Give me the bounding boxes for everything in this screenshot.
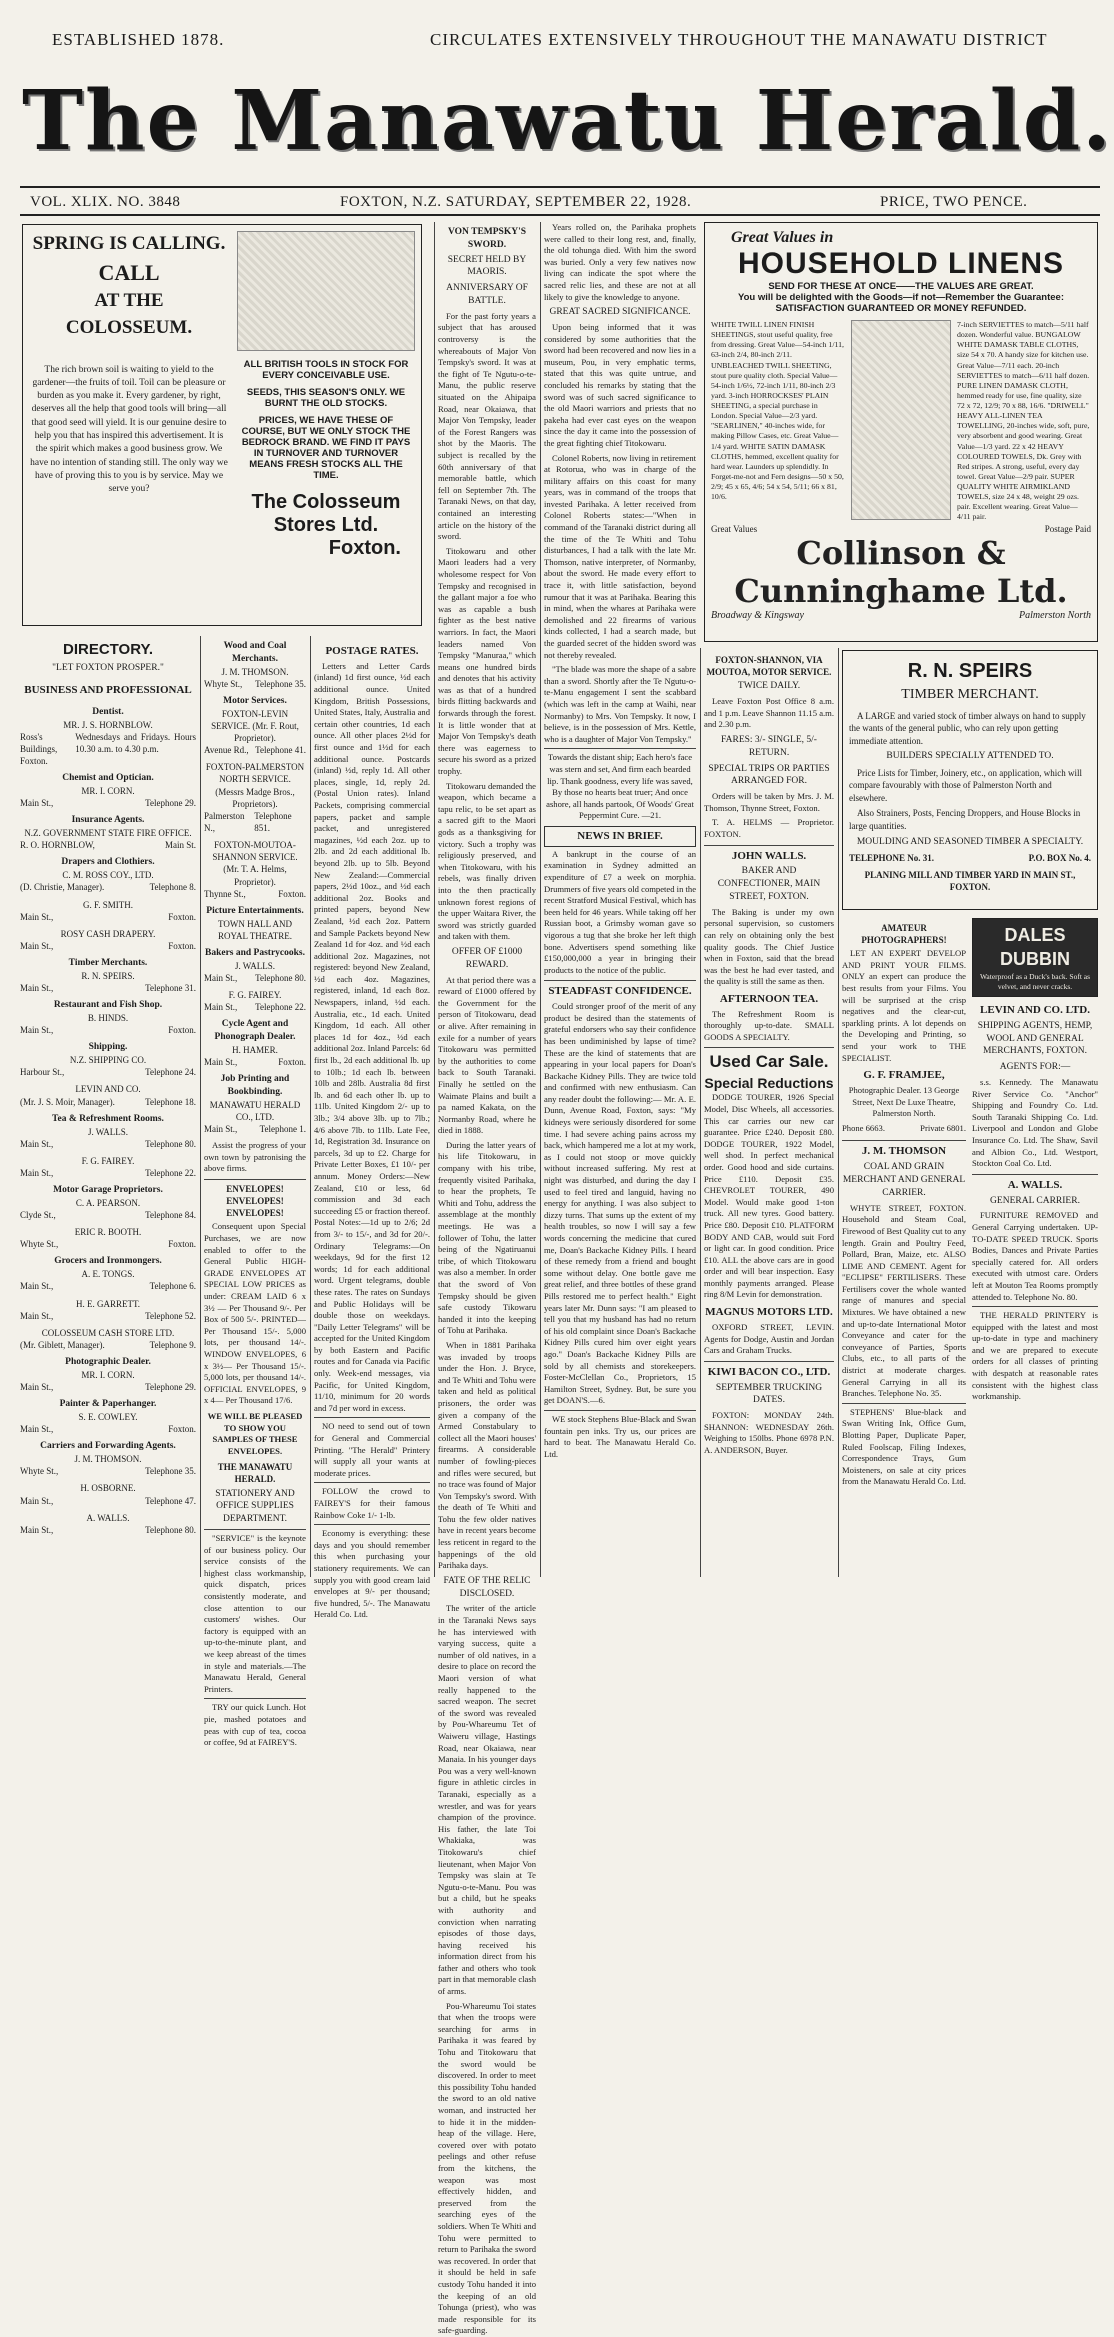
afternoon-tea-body: The Refreshment Room is thoroughly up-to-date. SMALL GOODS A SPECIALTY. — [704, 1008, 834, 1042]
directory-telephone: Telephone 80. — [255, 972, 306, 983]
garden-tools-illustration — [237, 231, 415, 351]
linens-tag: Great Values in — [731, 229, 834, 246]
speirs-builders: BUILDERS SPECIALLY ATTENDED TO. — [886, 751, 1054, 762]
directory-telephone: Telephone 24. — [145, 1067, 196, 1078]
directory-name: FOXTON-MOUTOA-SHANNON SERVICE. (Mr. T. A. Helms, Proprietor). — [212, 840, 298, 887]
directory-entry — [20, 1255, 196, 1292]
directory-list-2 — [204, 640, 306, 1135]
dales-sub: Waterproof as a Duck's back. Soft as velvet, and never cracks. — [979, 971, 1091, 991]
dales-title: DALES DUBBIN — [1000, 925, 1070, 970]
directory-entry — [20, 1298, 196, 1322]
colosseum-tools: ALL BRITISH TOOLS IN STOCK FOR EVERY CONCEIVABLE USE. — [243, 359, 409, 381]
directory-entry — [204, 1073, 306, 1135]
directory-entry — [20, 1512, 196, 1536]
story-paragraph-4: At that period there was a reward of £1000 offered by the Government for the person of Titokowaru, dead or alive. After remaining in exile for a number of years Titokowaru was permitted by the authorities to come back to South Taranaki. Finally he settled on the Waimate Plains and built a pa named Kakata, on the Normanby Road, where he died in 1888. — [438, 974, 536, 1136]
directory-telephone: Telephone 6. — [149, 1281, 196, 1292]
directory-address: Main St., — [20, 940, 54, 951]
directory-telephone: Telephone 80. — [145, 1524, 196, 1535]
herald-name: THE MANAWATU HERALD. — [217, 1462, 293, 1485]
directory-name: ERIC R. BOOTH. — [74, 1227, 142, 1238]
directory-name: MANAWATU HERALD CO., LTD. — [209, 1099, 301, 1122]
speirs-ad — [842, 650, 1098, 910]
directory-address: Main St., — [204, 1002, 238, 1013]
directory-entry — [20, 1184, 196, 1221]
firm-name: Collinson & Cunninghame Ltd. — [734, 534, 1068, 610]
directory-address: Main St., — [204, 1057, 238, 1068]
directory-telephone: Telephone 84. — [145, 1210, 196, 1221]
directory-address: (Mr. Giblett, Manager). — [20, 1339, 105, 1350]
colosseum-prices: PRICES, WE HAVE THESE OF COURSE, BUT WE ONLY STOCK THE BEDROCK BRAND. WE FIND IT PAYS IN TURNOVER AND TURNOVER MEANS FRESH STOCKS ALL THE TIME. — [241, 415, 411, 481]
directory-address: Main St., — [20, 911, 54, 922]
framjee-private: Private 6801. — [920, 1122, 966, 1133]
masthead-title: The Manawatu Herald. — [22, 73, 1113, 169]
price-label: PRICE, TWO PENCE. — [880, 194, 1028, 210]
directory-entry — [20, 1083, 196, 1107]
directory-telephone: Telephone 47. — [145, 1495, 196, 1506]
directory-address: Main St., — [20, 1167, 54, 1178]
amateur-title: AMATEUR PHOTOGRAPHERS! — [861, 923, 947, 946]
directory-telephone: Foxton. — [168, 1424, 196, 1435]
directory-entry — [204, 989, 306, 1013]
walls-carrier-body: FURNITURE REMOVED and General Carrying undertaken. UP-TO-DATE SPEED TRUCK. Sports Bodies, Dances and Private Parties specially catered for. All orders executed with utmost care. Orders left at Mouton Tea Rooms promptly attended to. Telephone No. 80. — [972, 1210, 1098, 1302]
directory-address: Whyte St., — [20, 1239, 59, 1250]
directory-address: (D. Christie, Manager). — [20, 882, 105, 893]
column-rule-3 — [434, 222, 435, 1577]
printing-notice: NO need to send out of town for General and Commercial Printing. "The Herald" Printery will supply all your wants at moderate prices. — [314, 1417, 430, 1479]
directory-category: Timber Merchants. — [68, 958, 148, 969]
directory-category: Photographic Dealer. — [65, 1357, 151, 1368]
column-rule-2 — [310, 636, 311, 1577]
directory-entry — [20, 1482, 196, 1506]
thomson-body: WHYTE STREET, FOXTON. Household and Steam Coal, Firewood of Best Quality cut to any length. Grain and Poultry Feed, Pollard, Bran, Maize, etc. ALSO LIME AND CEMENT. Agent for "ECLIPSE" FERTILISERS. These Fertilisers cover the whole wanted range of manures and special Mixtures. We have obtained a new and up-to-date International Motor Conveyance and cater for the conveyance of Parties, Sports Clubs, etc., to all parts of the district at moderate charges. General Carrying in all its Branches. Telephone No. 35. — [842, 1202, 966, 1399]
directory-telephone: Telephone 31. — [145, 983, 196, 994]
directory-address: Ross's Buildings, Foxton. — [20, 731, 58, 767]
directory-entry — [20, 814, 196, 851]
directory-name: J. M. THOMSON. — [74, 1454, 142, 1465]
directory-column-2 — [204, 640, 306, 1748]
directory-name: J. WALLS. — [87, 1126, 129, 1137]
story-cont-paragraph-2: Upon being informed that it was considered by some authorities that the sword had been recovered and now lies in a museum, Pou, in very emphatic terms, stated that this was quite untrue, and concluded his remarks by stating that the sword was of such sacred significance to the old Maori warriors and priests that no pakeha had ever cast eyes on the weapon since the day it came into the possession of the great fighting chief Titokowaru. — [544, 321, 696, 448]
motor-proprietor: T. A. HELMS — Proprietor. FOXTON. — [704, 817, 834, 839]
directory-entry — [20, 1113, 196, 1150]
directory-name: H. OSBORNE. — [80, 1483, 136, 1494]
story-paragraph-8: Pou-Whareumu Toi states that when the troops were searching for arms in Parihaka it was feared by Tohu and Titokowaru that the sword would be discovered. In order to meet this possibility Tohu handed the sword to an old native woman, and instructed her to hide it in the midden-heap of the village. Here, covered over with potato peelings and other refuse from the kitchens, the weapon was most effectively hidden, and preserved from the searching eyes of the soldiers. When Te Whiti and Tohu were permitted to return to Parihaka the sword was recovered. In order that it should be held in safe custody Tohu handed it into the keeping of an old Tohunga (priest), who was made responsible for its safe-guarding. — [438, 2000, 536, 2336]
column-seven-left — [842, 918, 966, 1578]
directory-name: G. F. SMITH. — [82, 899, 134, 910]
directory-telephone: Telephone 9. — [149, 1339, 196, 1350]
column-rule-5 — [700, 648, 701, 1577]
afternoon-tea: AFTERNOON TEA. — [719, 992, 819, 1005]
story-paragraph-2: Titokowaru and other Maori leaders had a very wholesome respect for Von Tempsky and recognised in the gallant major a foe who was as capable a bush fighter as the best native warriors. In fact, the Maori leaders named Von Tempsky "Manuraa," which means one hundred birds and denotes that his activity was as that of a hundred birds flitting backwards and forwards through the forest. It is little wonder that at Major Von Tempsky's death there was eagerness to secure his sword as a prized trophy. — [438, 545, 536, 777]
levin-agents-list: s.s. Kennedy. The Manawatu River Service Co. "Anchor" Shipping and Foundry Co. Ltd. South Taranaki Shipping Co. Ltd. Liverpool and London and Globe Insurance Co. Ltd. The Shaw, Savil and Albion Co., Ltd. Westport, Stockton Coal Co. Ltd. — [972, 1076, 1098, 1169]
directory-category: Carriers and Forwarding Agents. — [40, 1441, 176, 1452]
colosseum-store-2: Stores Ltd. — [273, 514, 379, 536]
linens-right-list: 7-inch SERVIETTES to match—5/11 half dozen. Wonderful value. BUNGALOW WHITE DAMASK TABLE CLOTHS, size 54 x 70. A handy size for kitchen use. Great Value—7/11 each. 20-inch SERVIETTES to match—6/11 half dozen. PURE LINEN DAMASK CLOTH, hemmed ready for use, fine quality, size 72 x 72, 12/9; 70 x 88, 16/6. "DRIWELL" HEAVY ALL-LINEN TEA TOWELLING, 20-inches wide, soft, pure, very absorbent and good wearing. Great Value—1/3 yard. 22 x 42 HEAVY COLOURED TOWELS, Dk. Grey with Red stripes. A strong, useful, every day towel. Great Value—2/9 pair. SUPER QUALITY WHITE AIRMIKLAND TOWELS, size 24 x 48, weight 29 ozs. pair. Excellent wearing. Great Value—4/11 pair. — [957, 320, 1090, 522]
linens-left-list: WHITE TWILL LINEN FINISH SHEETINGS, stout useful quality, free from dressing. Great Value—54-inch 1/11, 63-inch 2/4, 80-inch 2/11. UNBLEACHED TWILL SHEETING, stout pure quality cloth. Special Value—54-inch 1/6½, 72-inch 1/11, 80-inch 2/3 yard. 3-inch HORROCKSES' PLAIN SHEETING, a special purchase in London. Special Value—2/3 yard. "SEARLINEN," 40-inches wide, for making Pillow Cases, etc. Great Value—1/4 yard. WHITE SATIN DAMASK CLOTHS, hemmed, excellent quality for hard wear. Launders up splendidly. In Forget-me-not and Fern designs—50 x 50, 2/9; 45 x 65, 4/6; 54 x 54, 5/11; 66 x 81, 10/6. — [711, 320, 844, 502]
directory-address: Harbour St., — [20, 1067, 65, 1078]
directory-telephone: Foxton. — [278, 1057, 306, 1068]
dales-dubbin-ad — [972, 918, 1098, 997]
directory-telephone: Telephone 35. — [145, 1466, 196, 1477]
directory-name: A. E. TONGS. — [81, 1269, 135, 1280]
directory-telephone: Telephone 80. — [145, 1138, 196, 1149]
story-title: VON TEMPSKY'S SWORD. — [447, 227, 527, 250]
directory-name: H. E. GARRETT. — [75, 1298, 141, 1309]
directory-telephone: Telephone 22. — [255, 1002, 306, 1013]
directory-slogan: "LET FOXTON PROSPER." — [52, 663, 164, 674]
story-cont-paragraph-1: Years rolled on, the Parihaka prophets were called to their long rest, and, finally, the old tohunga died. With him the sword was buried. Only a very few natives now living can indicate the spot where the sacred relic lies, and these are not at all likely to give the knowledge to anyone. — [544, 222, 696, 302]
dateline: FOXTON, N.Z. SATURDAY, SEPTEMBER 22, 1928. — [340, 194, 692, 210]
directory-category: Cycle Agent and Phonograph Dealer. — [214, 1019, 296, 1043]
directory-address: Main St., — [20, 1281, 54, 1292]
directory-name: C. A. PEARSON. — [75, 1197, 141, 1208]
directory-name: C. M. ROSS COY., LTD. — [62, 870, 154, 881]
directory-telephone: Telephone 18. — [145, 1096, 196, 1107]
directory-entry — [204, 839, 306, 900]
economy-notice: Economy is everything: these days and you should remember this when purchasing your stationery requirements. We can supply you with good cream laid envelopes at 9/- per thousand; five hundred, 5/-. The Manawatu Herald Co. Ltd. — [314, 1524, 430, 1621]
directory-entry — [20, 1155, 196, 1179]
confidence-body: Could stronger proof of the merit of any product be desired than the statements of grateful endorsers who say their confidence has been undiminished by lapse of time? These are the kind of statements that are appearing in your local papers for Doan's Backache Kidney Pills. They are twice told and confirmed with new enthusiasm. Can any reader doubt the following:— Mr. A. E. Dunn, Avenue Road, Foxton, says: "My kidneys were seriously disordered for some time. I had severe aching pains across my back, which hampered me a lot at my work, as I could not stoop or move quickly without increased suffering. My rest at night was disturbed, and during the day I used to feel tired and languid, having no energy for anything. I was also subject to dizzy turns. That sums up the extent of my health troubles, so now I will say a few words concerning the medicine that cured me, Doan's Backache Kidney Pills. I heard of these remedy from a friend and bought some without delay. One bottle gave me great relief, and three bottles of these grand Pills restored me to perfect health." Eight years later Mr. Dunn says: "I am pleased to tell you that my husband has had no return of his old complaint since Doan's Backache Kidney Pills cured him over eight years ago." Doan's Backache Kidney Pills are sold by all chemists and storekeepers. Foster-McClellan Co., Proprietors, 15 Hamilton Street, Sydney. But, be sure you get DOAN'S.—6. — [544, 1001, 696, 1406]
directory-category: Dentist. — [92, 706, 124, 717]
directory-name: H. HAMER. — [232, 1044, 278, 1055]
directory-address: Avenue Rd., — [204, 745, 249, 756]
directory-address: Main St., — [20, 983, 54, 994]
header-rule-top — [20, 186, 1100, 188]
levin-agents: AGENTS FOR:— — [999, 1062, 1071, 1073]
speirs-moulding: MOULDING AND SEASONED TIMBER A SPECIALTY. — [856, 836, 1084, 847]
directory-address: Clyde St., — [20, 1210, 56, 1221]
directory-entry — [20, 856, 196, 893]
directory-category: Motor Services. — [223, 695, 287, 706]
directory-name: F. G. FAIREY. — [228, 990, 282, 1001]
directory-address: R. O. HORNBLOW, — [20, 840, 95, 851]
stationery-department: STATIONERY AND OFFICE SUPPLIES DEPARTMENT. — [215, 1488, 295, 1525]
speirs-body: A LARGE and varied stock of timber always on hand to supply the wants of the general public, who can rely upon getting immediate attention. — [849, 710, 1086, 746]
directory-name: LEVIN AND CO. — [75, 1084, 141, 1095]
levin-sub: SHIPPING AGENTS, HEMP, WOOL AND GENERAL MERCHANTS, FOXTON. — [977, 1020, 1093, 1057]
used-car-sub: Special Reductions — [704, 1074, 834, 1091]
motor-service-title: FOXTON-SHANNON, VIA MOUTOA, MOTOR SERVICE. — [706, 655, 832, 678]
directory-entry — [20, 1398, 196, 1435]
directory-entry — [20, 999, 196, 1036]
directory-address: Main St., — [20, 1495, 54, 1506]
directory-category: Wood and Coal Merchants. — [223, 641, 287, 664]
directory-address: Main St., — [20, 1310, 54, 1321]
directory-title: DIRECTORY. — [62, 641, 153, 658]
directory-entry — [204, 695, 306, 756]
framjee-name: G. F. FRAMJEE, — [863, 1069, 945, 1082]
directory-category: Picture Entertainments. — [206, 905, 304, 916]
directory-category: Shipping. — [88, 1042, 128, 1053]
directory-entry — [20, 1041, 196, 1078]
directory-column — [20, 640, 196, 1580]
directory-telephone: Foxton. — [168, 940, 196, 951]
firm-address-1: Broadway & Kingsway — [711, 610, 804, 621]
story-paragraph-5: During the latter years of his life Titokowaru, in company with his tribe, frequently visited Parihaka, to hear the prophets, Te Whiti and Tohu, address the assemblage at the monthly meetings. He was a follower of Tohu, the latter being of the Ngatiruanui tribe, of which Titokowaru was also a member. In order that the sword of Von Tempsky should be given safe custody Tikowaru handed it into the keeping of Tohu at Parihaka. — [438, 1139, 536, 1336]
directory-entry — [20, 1440, 196, 1477]
directory-address: Palmerston N., — [204, 810, 245, 833]
used-car-title: Used Car Sale. — [704, 1047, 834, 1074]
directory-entry — [204, 1018, 306, 1068]
story-paragraph-1: For the past forty years a subject that has aroused controversy is the whereabouts of Major Von Tempsky's sword. It was at the fight of Te Ngutu-o-te-Manu, the public reserve situated on the Ahipaipa Road, near Okaiawa, that Major Von Tempsky, leader of the Forest Rangers was shot by the Maoris. The subject is recalled by the 60th anniversary of that memorable battle, which fell on September 7th. The Taranaki News, on that day, contained an interesting article on the history of the sword. — [438, 310, 536, 542]
directory-address: Main St., — [20, 1025, 54, 1036]
colosseum-headline-3: AT THE COLOSSEUM. — [65, 290, 193, 338]
colosseum-headline-2: CALL — [98, 259, 160, 285]
motor-special: SPECIAL TRIPS OR PARTIES ARRANGED FOR. — [708, 763, 830, 787]
directory-entry — [20, 957, 196, 994]
directory-name: MR. J. S. HORNBLOW. — [63, 719, 153, 730]
directory-address: Main St., — [20, 1524, 54, 1535]
directory-entry — [20, 1356, 196, 1393]
linens-line-3: SATISFACTION GUARANTEED OR MONEY REFUNDED. — [775, 303, 1027, 314]
motor-timetable: Leave Foxton Post Office 8 a.m. and 1 p.m. Leave Shannon 11.15 a.m. and 2.30 p.m. — [704, 696, 834, 730]
directory-address: Whyte St., — [204, 678, 243, 689]
framjee-phone: Phone 6663. — [842, 1122, 885, 1133]
envelopes-body: Consequent upon Special Purchases, we are now enabled to offer to the General Public HIGH-GRADE ENVELOPES AT SPECIAL LOW PRICES as under: CREAM LAID 6 x 3½ — Per Thousand 9/-. Per Box of 500 5/-. PRINTED— Per Thousand 15/-. 5,000 lots, per thousand 14/-. WINDOW ENVELOPES, 6 x 3½— Per Thousand 15/-. 5,000 lots, per thousand 14/-. OFFICIAL ENVELOPES, 9 x 4— Per Thousand 17/6. — [204, 1221, 306, 1406]
stephens-notice: STEPHENS' Blue-black and Swan Writing Ink, Office Gum, Blotting Paper, Duplicate Paper, Ruled Foolscap, Filing Indexes, Correspondence Trays, Gum Moisteners, on sale at city prices from the Manawatu Herald Co. Ltd. — [842, 1403, 966, 1488]
directory-section: BUSINESS AND PROFESSIONAL — [24, 684, 192, 697]
directory-list — [20, 706, 196, 1536]
story-subhead-3: OFFER OF £1000 REWARD. — [451, 946, 523, 970]
speirs-telephone: TELEPHONE No. 31. — [849, 852, 935, 863]
directory-entry — [204, 640, 306, 690]
assist-notice: Assist the progress of your own town by patronising the above firms. — [204, 1140, 306, 1174]
directory-name: N.Z. GOVERNMENT STATE FIRE OFFICE. — [24, 828, 192, 839]
column-rule-1 — [200, 636, 201, 1577]
postage-paid-label: Postage Paid — [1044, 524, 1091, 534]
directory-name: J. WALLS. — [234, 960, 276, 971]
header-rule-bottom — [20, 214, 1100, 216]
directory-address: Main St., — [20, 1138, 54, 1149]
directory-category: Bakers and Pastrycooks. — [204, 947, 306, 958]
directory-name: B. HINDS. — [87, 1013, 129, 1024]
levin-title: LEVIN AND CO. LTD. — [980, 1003, 1090, 1016]
directory-name: J. M. THOMSON. — [221, 666, 289, 677]
directory-address: Main St., — [20, 1382, 54, 1393]
postage-column — [314, 640, 430, 1620]
directory-category: Painter & Paperhanger. — [59, 1399, 157, 1410]
story-paragraph-7: The writer of the article in the Taranaki News says he has interviewed with varying success, quite a number of old natives, in a desire to place on record the Maori version of what really happened to the sacred weapon. The secret of the sword was revealed by Pou-Whareumu Tet of Waiweru village, Hastings Road, near Okaiawa, near Manaia. In his younger days Pou was a very well-known figure in athletic circles in Taranaki, especially as a wrestler, and was for years champion of the province. His father, the late Toi Whakiaka, was Titokowaru's chief lieutenant, when Major Von Tempsky was slain at Te Ngutu-o-te-Manu. Pou was but a child, but he speaks with authority and conviction when narrating episodes of those days, having received his information direct from his father and others who took part in that memorable clash of arms. — [438, 1603, 536, 1997]
peppermint-poem: Towards the distant ship; Each hero's face was stern and set, And firm each bearded lip. Thank goodness, every life was saved, By those no hearts beat truer; And once ashore, all hands partook, Of Woods' Great Peppermint Cure. —21. — [544, 748, 696, 822]
directory-entry — [204, 761, 306, 834]
directory-entry — [20, 1226, 196, 1250]
stock-inks-notice: WE stock Stephens Blue-Black and Swan fountain pen inks. Try us, our prices are hard to beat. The Manawatu Herald Co. Ltd. — [544, 1410, 696, 1460]
kiwi-bacon: KIWI BACON CO., LTD. — [704, 1361, 834, 1380]
news-in-brief-title: NEWS IN BRIEF. — [544, 826, 696, 847]
thomson-title: J. M. THOMSON — [842, 1140, 966, 1159]
speirs-mill: PLANING MILL AND TIMBER YARD IN MAIN ST., FOXTON. — [864, 869, 1076, 893]
household-linens-ad — [704, 222, 1098, 642]
story-cont-paragraph-4: "The blade was more the shape of a sabre than a sword. Shortly after the Te Ngutu-o-te-Manu engagement I sent the scabbard (which was left in the camp at Waihi, near Normanby) to Mrs. Von Tempsky. It now, I believe, is in the possession of Mrs. Kettle, who is a daughter of Major Von Tempsky." — [544, 664, 696, 744]
walls-carrier-title: A. WALLS. — [972, 1174, 1098, 1193]
printery-notice: THE HERALD PRINTERY is equipped with the latest and most up-to-date in type and machinery and we are prepared to execute orders for all classes of printing with despatch at reasonable rates consistent with the highest class workmanship. — [972, 1306, 1098, 1403]
directory-telephone: Telephone 41. — [255, 745, 306, 756]
directory-telephone: Telephone 52. — [145, 1310, 196, 1321]
column-rule-4 — [540, 222, 541, 1577]
story-cont-paragraph-3: Colonel Roberts, now living in retirement at Rotorua, who was in charge of the military affairs on this coast for many years, was in command of the troops that invested Parihaka. A letter received from Colonel Roberts states:—"When in command of the Taranaki district during all the time of the Te Whiti and Tohu disturbances, I had a talk with the late Mr. Thomson, native interpreter, of Normanby, about the sword. He made every effort to trace it, with little satisfaction, beyond rumour that it was at Parihaka. Bearing this in mind, when the whares at Parihaka were demolished and 22 firearms of various kinds collected, I had a search made, but the guarded secret of the hidden sword was not thereby revealed. — [544, 452, 696, 660]
directory-name: COLOSSEUM CASH STORE LTD. — [41, 1327, 175, 1338]
directory-telephone: Foxton. — [278, 888, 306, 899]
news-in-brief-body: A bankrupt in the course of an examination in Sydney admitted an expenditure of £7 a week on morphia. Drummers of five years old competed in the recent Stratford Musical Festival, which has been held for 46 years. While taking off her Russian boot, a Grimsby woman gave so vigorous a tug that she broke her left thigh bone. Advertisers spend something like £150,000,000 a year in bringing their products to the notice of the public. — [544, 848, 697, 975]
directory-category: Restaurant and Fish Shop. — [53, 1000, 163, 1011]
firm-address-2: Palmerston North — [1019, 610, 1091, 621]
directory-name: F. G. FAIREY. — [81, 1155, 135, 1166]
directory-address: Main St., — [204, 1124, 238, 1135]
column-six — [704, 650, 834, 1578]
postage-title: POSTAGE RATES. — [325, 645, 419, 657]
speirs-sub: TIMBER MERCHANT. — [901, 687, 1039, 702]
directory-entry — [20, 899, 196, 923]
story-paragraph-6: When in 1881 Parihaka was invaded by troops under the Hon. J. Bryce, and Te Whiti and Tohu were taken and held as political prisoners, the order was given a company of the Armed Constabulary to collect all the Maori houses' firearms. A considerable number of fowling-pieces and rifles were secured, but no trace was found of Major Von Tempsky's sword. With the death of Te Whiti and Tohu the few older natives have in recent years become less reticent in regard to the happenings of the old Parihaka days. — [438, 1339, 536, 1571]
directory-telephone: Telephone 851. — [254, 810, 292, 833]
linens-line-1: SEND FOR THESE AT ONCE——THE VALUES ARE GREAT. — [768, 281, 1034, 292]
directory-entry — [204, 905, 306, 942]
john-walls-body: The Baking is under my own personal supervision, so customers can rely on obtaining only the best quality goods. The Chief Justice when in Foxton, said that the bread was the best he had ever tasted, and the quality is still the same as then. — [704, 906, 834, 987]
column-seven-right — [972, 918, 1098, 1578]
directory-name: S. E. COWLEY. — [78, 1412, 138, 1422]
envelope-samples: WE WILL BE PLEASED TO SHOW YOU SAMPLES OF THESE ENVELOPES. — [207, 1410, 303, 1456]
story-subhead-1: SECRET HELD BY MAORIS. — [447, 254, 527, 278]
thomson-sub: COAL AND GRAIN MERCHANT AND GENERAL CARRIER. — [842, 1162, 966, 1198]
story-subhead-4: FATE OF THE RELIC DISCLOSED. — [443, 1575, 531, 1599]
story-paragraph-3: Titokowaru demanded the weapon, which became a tapu relic, to be set apart as a sacred gift to the Maori gods as a thanksgiving for victory. Such a trophy was religiously preserved, and when Titokowaru, with his rebels, was finally driven into the then practically unknown forest regions of the upper Waitara River, the sword was strictly guarded and taken with them. — [438, 780, 536, 942]
story-subhead-2: ANNIVERSARY OF BATTLE. — [446, 283, 528, 307]
directory-telephone: Main St. — [164, 840, 196, 851]
directory-telephone: Foxton. — [168, 911, 196, 922]
directory-telephone: Telephone 22. — [145, 1167, 196, 1178]
directory-telephone: Telephone 29. — [145, 798, 196, 809]
colosseum-headline-1: SPRING IS CALLING. — [32, 233, 226, 254]
directory-category: Grocers and Ironmongers. — [54, 1256, 162, 1267]
motor-fares: FARES: 3/- SINGLE, 5/- RETURN. — [721, 734, 817, 758]
speirs-price-lists: Price Lists for Timber, Joinery, etc., on application, which will compare favourably with those of Palmerston North and elsewhere. — [849, 767, 1083, 803]
directory-telephone: Telephone 29. — [145, 1382, 196, 1393]
linens-title: HOUSEHOLD LINENS — [737, 247, 1065, 280]
great-values-label: Great Values — [711, 524, 758, 534]
volume-label: VOL. XLIX. NO. 3848 — [30, 194, 181, 210]
directory-name: MR. I. CORN. — [81, 786, 135, 797]
directory-telephone: Foxton. — [168, 1025, 196, 1036]
motor-orders: Orders will be taken by Mrs. J. M. Thomson, Thynne Street, Foxton. — [704, 791, 834, 813]
colosseum-ad — [22, 224, 422, 626]
directory-category: Motor Garage Proprietors. — [53, 1185, 163, 1196]
directory-telephone: Foxton. — [168, 1239, 196, 1250]
directory-entry — [20, 928, 196, 952]
directory-telephone: Wednesdays and Fridays. Hours 10.30 a.m. to 4.30 p.m. — [75, 731, 196, 754]
framjee-sub: Photographic Dealer. 13 George Street, Next De Luxe Theatre, Palmerston North. — [848, 1085, 960, 1119]
directory-entry — [20, 1327, 196, 1351]
directory-name: FOXTON-LEVIN SERVICE. (Mr. F. Rout, Proprietor). — [211, 708, 299, 743]
envelopes-heading: ENVELOPES! ENVELOPES! ENVELOPES! — [204, 1179, 306, 1219]
colosseum-store-3: Foxton. — [328, 537, 401, 559]
colosseum-seeds: SEEDS, THIS SEASON'S ONLY. WE BURNT THE OLD STOCKS. — [246, 387, 406, 409]
kiwi-sub: SEPTEMBER TRUCKING DATES. — [715, 1382, 823, 1406]
directory-entry — [20, 772, 196, 809]
circulation-label: CIRCULATES EXTENSIVELY THROUGHOUT THE MANAWATU DISTRICT — [430, 30, 1048, 49]
directory-category: Tea & Refreshment Rooms. — [52, 1113, 164, 1124]
established-label: ESTABLISHED 1878. — [52, 30, 225, 49]
column-rule-6 — [838, 648, 839, 1577]
postage-body: Letters and Letter Cards (inland) 1d first ounce, ½d each additional ounce. United Kingdom, British Possessions, United States, Italy, Australia and certain other countries, 1d each ounce. All other places 2½d for first ounce and 1½d for each additional ounce. Postcards (inland) ½d, reply 1d. All other places, single, 1d, reply 2d. (Postal Union rates). Inland Packets, comprising commercial papers, packet and sample packet, and unregistered magazines, ½d each 2oz. up to 2lb. and 2d each additional lb. beyond 2lb. up to 5lb. Beyond New Zealand:—Commercial papers, 2½d 10oz., and ½d each additional 2oz. Books and printed papers, beyond New Zealand, ½d each 2oz. Pattern and Sample Packets beyond New Zealand 1d for 4oz. and ½d each additional 2oz. Magazines, not registered: beyond New Zealand, ½d each 4oz. Magazines, registered, inland, 1d each 8oz. Newspapers, inland, ½d each. Australia, etc., 1d each. United Kingdom, 1d each. All other places 1d for 4oz., ½d each additional 2oz. Inland Parcels: 6d first lb., 2d each additional lb. up to 10lb.; 1d each lb. between 10lb and 28lb. Australia 8d first lb. and 6d each other lb. up to 11lb. United Kingdom 2/- up to 3lb.; 3/4 above 3lb. up to 7lb.; 4/6 above 7lb. to 11lb. Late Fee, 1d, Registration 3d. Insurance on parcels, 3d up to £2. Charge for Private Letter Boxes, £1 10/- per annum. Money Orders:—New Zealand, £10 or less, 6d commission and 3d each succeeding £5 or fraction thereof. Postal Notes:—1d up to 2/6; 2d from 3/- to 15/-, and 3d for 20/-. Ordinary Telegrams:—On weekdays, 9d for the first 12 words; 1d for each additional word. Urgent telegrams, double these rates. The rates on Sundays and Public Holidays will be double those on weekdays. "Daily Letter Telegrams" will be accepted for the United Kingdom by both Eastern and Pacific routes and for Canada via Pacific only. Week-end messages, via Pacific, for United Kingdom, 11/10, minimum for 20 words and 7d per word in excess. — [314, 660, 430, 1413]
directory-category: Job Printing and Bookbinding. — [220, 1074, 290, 1098]
directory-category: Chemist and Optician. — [62, 773, 154, 784]
directory-telephone: Telephone 35. — [255, 678, 306, 689]
directory-name: A. WALLS. — [86, 1512, 130, 1523]
coke-notice: FOLLOW the crowd to FAIREY'S for their famous Rainbow Coke 1/- 1-lb. — [314, 1482, 430, 1521]
used-car-body: DODGE TOURER, 1926 Special Model, Disc Wheels, all accessories. This car carries our new car guarantee. Price £240. Deposit £80. DODGE TOURER, 1922 Model, well shod. In perfect mechanical order. Good hood and side curtains. Price £110. Deposit £35. CHEVROLET TOURER, 490 Model. Would make good 1-ton truck. All new tyres. Good battery. Price £80. Deposit £10. PLATFORM BODY AND CAB, would suit Ford or light car. In good condition. Price £10. ALL the above cars are in good order and will bear inspection. Easy monthly payments arranged. Please ring 8/M Levin for demonstration. — [704, 1092, 834, 1300]
colosseum-store-1: The Colosseum — [251, 491, 401, 513]
directory-address: Whyte St., — [20, 1466, 59, 1477]
directory-address: (Mr. J. S. Moir, Manager). — [20, 1096, 115, 1107]
directory-entry — [20, 706, 196, 767]
lunch-notice: TRY our quick Lunch. Hot pie, mashed potatoes and peas with cup of tea, cocoa or coffee, 9d at FAIREY'S. — [204, 1698, 306, 1748]
directory-entry — [204, 947, 306, 984]
john-walls-title: JOHN WALLS. — [704, 845, 834, 864]
directory-name: R. N. SPEIRS. — [81, 970, 135, 981]
speirs-title: R. N. SPEIRS — [907, 660, 1033, 682]
directory-address: Main St., — [204, 972, 238, 983]
directory-address: Thynne St., — [204, 888, 246, 899]
amateur-body: LET AN EXPERT DEVELOP AND PRINT YOUR FILMS. ONLY an expert can produce the best results from your Films. You will be surprised at the crisp negatives and the clear-cut, sparkling prints. A lot depends on the Developing and Printing, so send your work to THE SPECIALIST. — [842, 948, 966, 1063]
directory-telephone: Telephone 8. — [149, 882, 196, 893]
speirs-strainers: Also Strainers, Posts, Fencing Droppers, and House Blocks in large quantities. — [849, 808, 1081, 832]
directory-category: Drapers and Clothiers. — [61, 857, 155, 868]
linens-line-2: You will be delighted with the Goods—if not—Remember the Guarantee: — [737, 292, 1064, 303]
speirs-box: P.O. BOX No. 4. — [1028, 852, 1091, 863]
colosseum-body: The rich brown soil is waiting to yield to the gardener—the fruits of toil. Toil can be pleasure or burden as you make it. Every gardener, by right, deserves all the help that good tools will bring—all that good seed will yield. It is our genuine desire to help you that has inspired this advertisement. It is the spirit which makes a good business grow. We have no intention of standing still. The only way we have of proving this to you is by service. May we serve you? — [30, 364, 228, 495]
kiwi-body: FOXTON: MONDAY 24th. SHANNON: WEDNESDAY 26th. Weighing to 150lbs. Phone 6978 P.N. A. ANDERSON, Buyer. — [704, 1410, 834, 1455]
directory-category: Insurance Agents. — [71, 815, 145, 826]
directory-name: N.Z. SHIPPING CO. — [69, 1055, 147, 1066]
story-column — [438, 222, 536, 2336]
magnus-address: OXFORD STREET, LEVIN. Agents for Dodge, Austin and Jordan Cars and Graham Trucks. — [704, 1321, 834, 1356]
directory-address: Main St., — [20, 798, 54, 809]
directory-telephone: Telephone 1. — [259, 1124, 306, 1135]
linens-illustration — [851, 320, 951, 520]
john-walls-sub: BAKER AND CONFECTIONER, MAIN STREET, FOXTON. — [717, 866, 821, 902]
story-continued-column — [544, 222, 696, 1577]
directory-address: Main St., — [20, 1424, 54, 1435]
confidence-title: STEADFAST CONFIDENCE. — [544, 980, 696, 999]
walls-carrier-sub: GENERAL CARRIER. — [990, 1195, 1080, 1206]
story-cont-subhead: GREAT SACRED SIGNIFICANCE. — [549, 307, 691, 318]
twice-daily: TWICE DAILY. — [737, 681, 801, 692]
service-notice: "SERVICE" is the keynote of our business policy. Our service consists of the highest class workmanship, quick dispatch, prices consistently moderate, and close attention to our customers' wishes. Our factory is equipped with an up-to-the-minute plant, and we keep abreast of the times in style and materials.—The Manawatu Herald, General Printers. — [204, 1529, 306, 1695]
directory-name: TOWN HALL AND ROYAL THEATRE. — [218, 918, 292, 941]
directory-name: ROSY CASH DRAPERY. — [60, 928, 156, 939]
directory-name: FOXTON-PALMERSTON NORTH SERVICE. (Messrs Madge Bros., Proprietors). — [205, 762, 305, 809]
magnus-motors: MAGNUS MOTORS LTD. — [705, 1306, 833, 1319]
directory-name: MR. I. CORN. — [81, 1369, 135, 1380]
